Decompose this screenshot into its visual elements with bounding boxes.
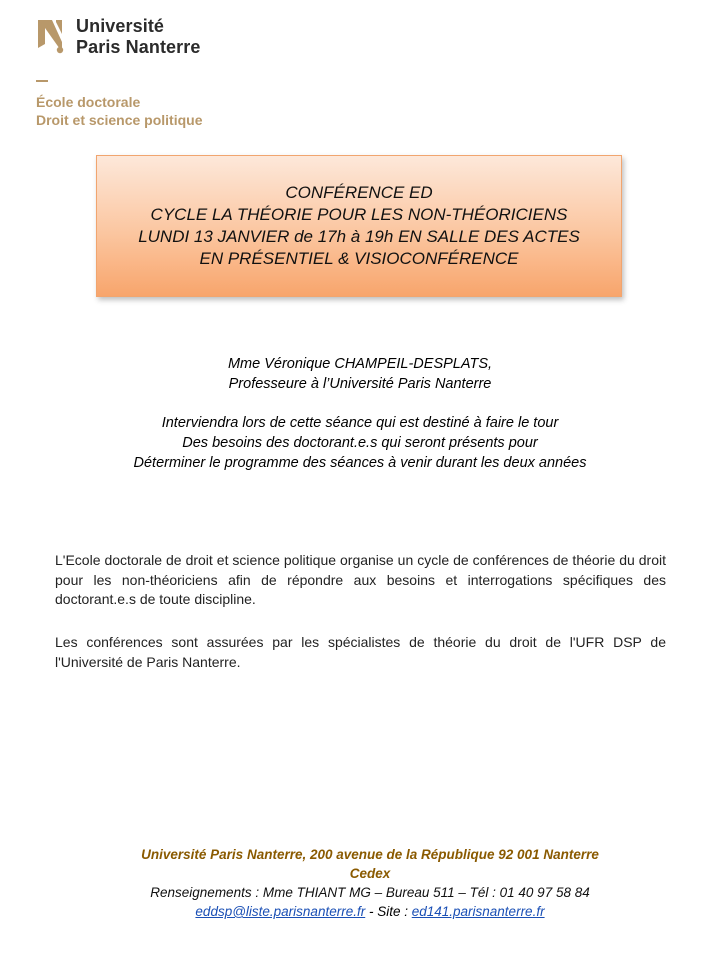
site-separator: - Site : xyxy=(365,904,412,919)
speaker-name: Mme Véronique CHAMPEIL-DESPLATS, xyxy=(227,356,493,372)
footer xyxy=(0,845,720,921)
intro-line3: Déterminer le programme des séances à venir durant les deux années xyxy=(133,455,587,471)
speaker-title: Professeure à l’Université Paris Nanterre xyxy=(228,376,492,392)
university-name-line1: Université xyxy=(76,16,165,36)
nanterre-n-logo-icon xyxy=(36,18,66,54)
footer-address-line1: Université Paris Nanterre, 200 avenue de la République 92 001 Nanterre xyxy=(141,847,599,862)
body-paragraph-1: L'Ecole doctorale de droit et science politique organise un cycle de conférences de théorie du droit pour les non-théoriciens afin de répondre aux besoins et interrogations spécifiques des doctorant.e.s de toute discipline. xyxy=(55,552,666,607)
banner-title: CONFÉRENCE ED xyxy=(285,183,433,202)
doctoral-school-line2: Droit et science politique xyxy=(36,112,203,128)
banner-date: LUNDI 13 JANVIER de 17h à 19h EN SALLE DES ACTES xyxy=(138,227,580,246)
logo-divider xyxy=(36,80,48,82)
email-link[interactable]: eddsp@liste.parisnanterre.fr xyxy=(195,904,366,919)
website-link[interactable]: ed141.parisnanterre.fr xyxy=(411,904,545,919)
footer-contact: Renseignements : Mme THIANT MG – Bureau 511 – Tél : 01 40 97 58 84 xyxy=(150,885,590,900)
body-paragraph-2: Les conférences sont assurées par les spécialistes de théorie du droit de l'UFR DSP de l'Université de Paris Nanterre. xyxy=(55,634,666,670)
footer-links xyxy=(0,902,720,921)
banner-cycle: CYCLE LA THÉORIE POUR LES NON-THÉORICIENS xyxy=(150,205,568,224)
session-description xyxy=(0,413,720,473)
intro-line1: Interviendra lors de cette séance qui est destiné à faire le tour xyxy=(161,415,559,431)
speaker-block xyxy=(0,354,720,394)
conference-banner xyxy=(96,155,622,297)
intro-line2: Des besoins des doctorant.e.s qui seront présents pour xyxy=(182,435,538,451)
banner-format: EN PRÉSENTIEL & VISIOCONFÉRENCE xyxy=(199,249,519,268)
doctoral-school-line1: École doctorale xyxy=(36,94,141,110)
university-logo xyxy=(36,14,276,128)
footer-address-line2: Cedex xyxy=(349,866,391,881)
university-name-line2: Paris Nanterre xyxy=(76,37,201,57)
